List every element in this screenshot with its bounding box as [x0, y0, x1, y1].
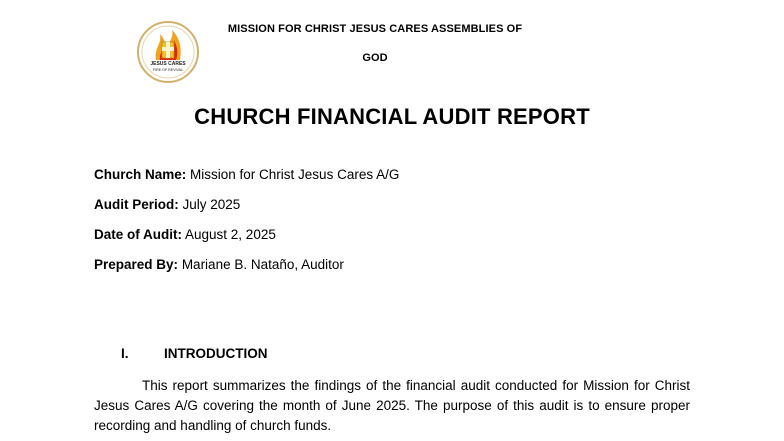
field-label: Church Name:: [94, 167, 187, 182]
field-date-of-audit: [94, 227, 276, 242]
church-logo-icon: [136, 20, 200, 84]
section-number: I.: [121, 346, 129, 361]
field-value: July 2025: [182, 197, 241, 212]
logo-text-line1: JESUS CARES: [150, 61, 186, 67]
field-value: August 2, 2025: [185, 227, 276, 242]
logo-text-line2: FIRE OF REVIVAL: [152, 68, 184, 72]
report-title: CHURCH FINANCIAL AUDIT REPORT: [194, 104, 590, 129]
field-label: Date of Audit:: [94, 227, 182, 242]
organization-name-line2: GOD: [362, 52, 388, 64]
section-title: INTRODUCTION: [164, 346, 268, 361]
field-prepared-by: [94, 257, 344, 272]
field-audit-period: [94, 197, 240, 212]
organization-name-line1: MISSION FOR CHRIST JESUS CARES ASSEMBLIES OF: [227, 23, 523, 35]
field-value: Mariane B. Nataño, Auditor: [181, 257, 344, 272]
field-church-name: [94, 167, 399, 182]
field-value: Mission for Christ Jesus Cares A/G: [190, 167, 400, 182]
field-label: Audit Period:: [94, 197, 179, 212]
field-label: Prepared By:: [94, 257, 179, 272]
introduction-paragraph: This report summarizes the findings of the financial audit conducted for Mission for Christ Jesus Cares A/G covering the month of June 2025. The purpose of this audit is to ensure proper recording and handling of church funds.: [94, 378, 690, 433]
